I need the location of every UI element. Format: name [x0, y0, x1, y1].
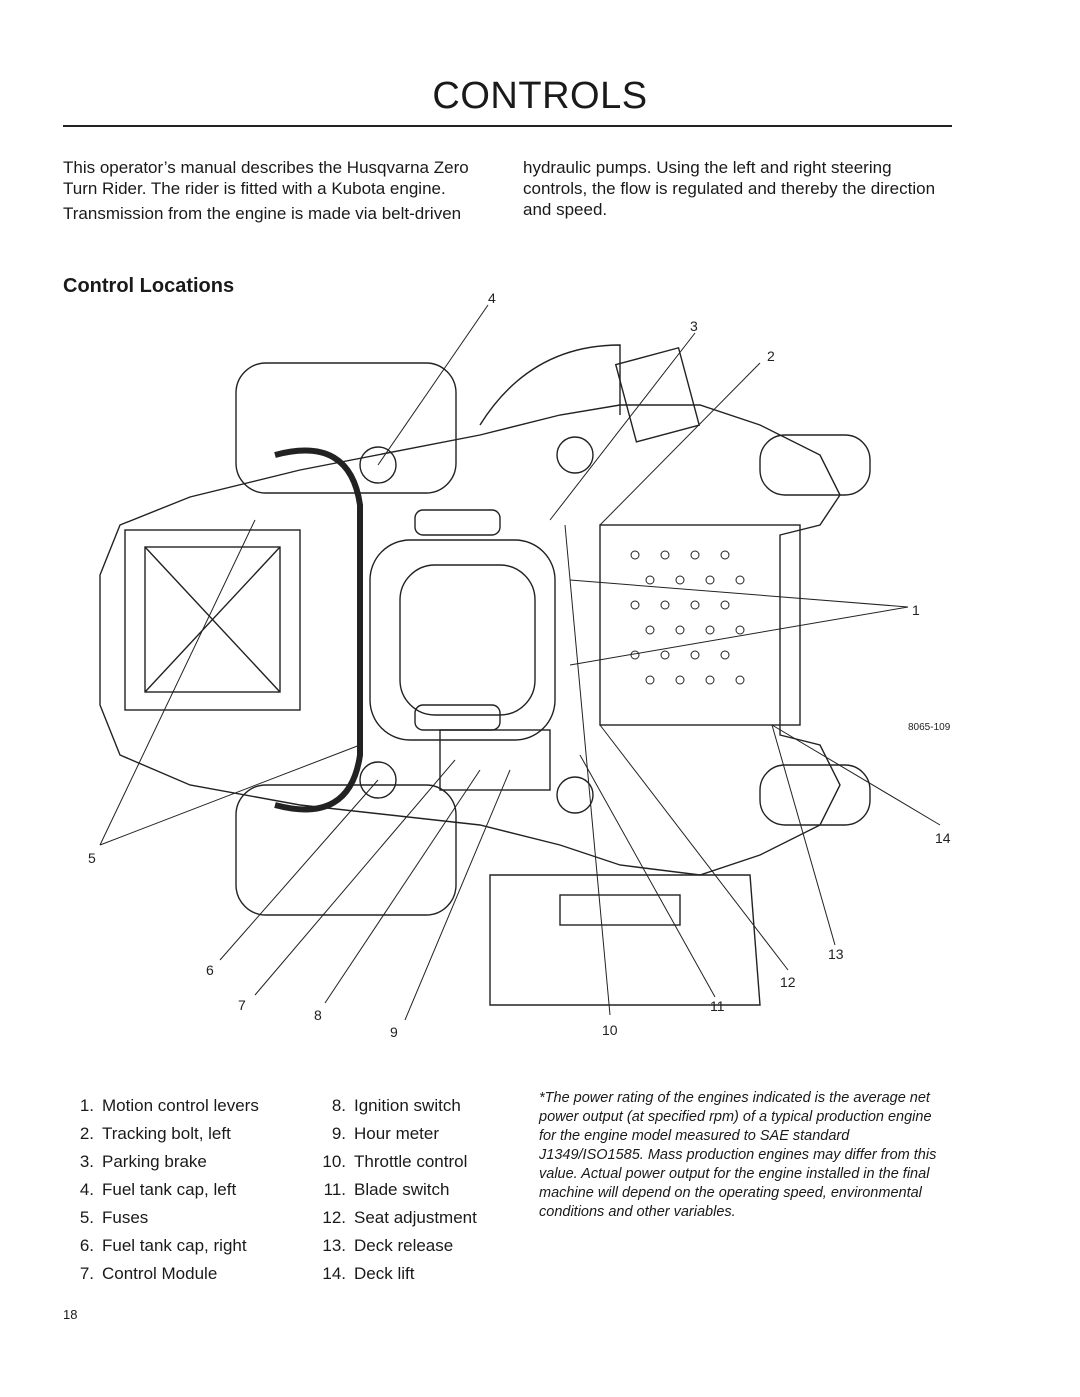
legend-label: Control Module [102, 1264, 218, 1283]
intro-paragraph: Transmission from the engine is made via belt-driven [63, 204, 462, 223]
legend-num: 13. [322, 1236, 346, 1255]
legend-num: 5. [79, 1208, 94, 1227]
legend-label: Fuses [102, 1208, 149, 1227]
rear-tire-right [236, 785, 456, 915]
callout-2: 2 [767, 348, 775, 364]
intro-left-column [63, 157, 503, 228]
lever-right [415, 705, 500, 730]
frame-outline [100, 405, 840, 875]
legend-left [56, 1092, 296, 1288]
section-heading: Control Locations [63, 275, 235, 297]
legend-item [56, 1148, 296, 1176]
legend-num: 2. [79, 1124, 94, 1143]
legend-label: Seat adjustment [354, 1208, 477, 1227]
legend-item [56, 1232, 296, 1260]
page-title: CONTROLS [432, 75, 648, 117]
legend-num: 11. [323, 1180, 346, 1199]
callout-13: 13 [828, 946, 844, 962]
legend-label: Ignition switch [354, 1096, 461, 1115]
legend-item [300, 1260, 510, 1288]
caster-left [760, 435, 870, 495]
legend-num: 8. [331, 1096, 346, 1115]
rear-tire-left [236, 363, 456, 493]
legend-num: 1. [79, 1096, 94, 1115]
legend-item [300, 1120, 510, 1148]
legend-label: Deck release [354, 1236, 454, 1255]
mower-top-view-diagram [60, 285, 960, 1055]
figure-code: 8065-109 [908, 722, 951, 733]
legend-item [300, 1176, 510, 1204]
control-panel [440, 730, 550, 790]
legend-item [300, 1148, 510, 1176]
legend-num: 7. [79, 1264, 94, 1283]
legend-num: 6. [79, 1236, 94, 1255]
lever-left [415, 510, 500, 535]
callout-6: 6 [206, 962, 214, 978]
callout-12: 12 [780, 974, 796, 990]
legend-item [56, 1176, 296, 1204]
intro-paragraph: This operator’s manual describes the Husqvarna Zero Turn Rider. The rider is fitted with a Kubota engine. [63, 158, 469, 198]
legend-item [56, 1120, 296, 1148]
legend-num: 4. [79, 1180, 94, 1199]
callout-10: 10 [602, 1022, 618, 1038]
title-rule [63, 125, 952, 127]
legend-label: Fuel tank cap, left [102, 1180, 237, 1199]
intro-right-column [523, 157, 953, 224]
callout-7: 7 [238, 997, 246, 1013]
legend-label: Fuel tank cap, right [102, 1236, 247, 1255]
legend-item [300, 1092, 510, 1120]
callout-9: 9 [390, 1024, 398, 1040]
callout-8: 8 [314, 1007, 322, 1023]
legend-item [56, 1092, 296, 1120]
legend-label: Blade switch [354, 1180, 450, 1199]
legend-label: Deck lift [354, 1264, 415, 1283]
legend-label: Tracking bolt, left [102, 1124, 231, 1143]
callout-5: 5 [88, 850, 96, 866]
callout-4: 4 [488, 290, 496, 306]
page-number: 18 [63, 1307, 78, 1322]
callout-14: 14 [935, 830, 951, 846]
callout-3: 3 [690, 318, 698, 334]
legend-label: Parking brake [102, 1152, 207, 1171]
legend-label: Throttle control [354, 1152, 468, 1171]
legend-right [300, 1092, 510, 1288]
roll-bar [275, 451, 360, 810]
legend-num: 14. [322, 1264, 346, 1283]
callout-1: 1 [912, 602, 920, 618]
legend-num: 12. [322, 1208, 346, 1227]
intro-paragraph: hydraulic pumps. Using the left and right steering controls, the flow is regulated and thereby the direction and speed. [523, 158, 936, 219]
seat [370, 540, 555, 740]
legend-item [56, 1204, 296, 1232]
legend-num: 9. [331, 1124, 346, 1143]
legend-item [300, 1232, 510, 1260]
power-rating-note: *The power rating of the engines indicated is the average net power output (at specified rpm) of a typical production engine for the engine model measured to SAE standard J1349/ISO1585. Mass production engines may differ from this value. Actual power output for the engine installed in the final machine will depend on the operating speed, environmental conditions and other variables. [539, 1090, 937, 1220]
legend-item [300, 1204, 510, 1232]
legend-num: 3. [79, 1152, 94, 1171]
legend-label: Motion control levers [102, 1096, 259, 1115]
footplate [600, 525, 800, 725]
legend-item [56, 1260, 296, 1288]
deck-top-arc [480, 345, 620, 425]
legend-label: Hour meter [354, 1124, 440, 1143]
legend-num: 10. [322, 1152, 346, 1171]
callout-11: 11 [710, 998, 725, 1014]
